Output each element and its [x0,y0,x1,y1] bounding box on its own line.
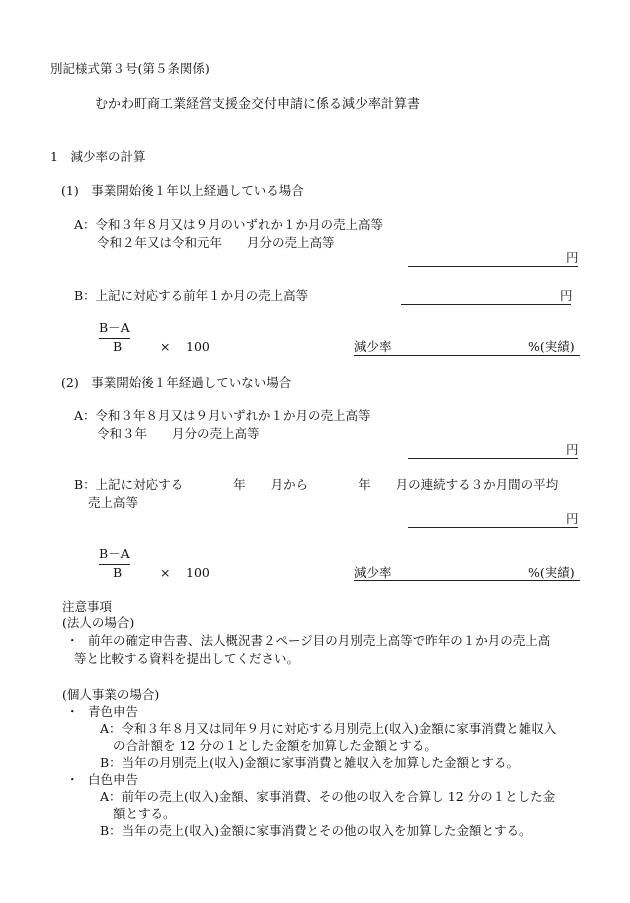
case1-rate-label: 減少率 [354,339,392,354]
case2-formula-100: 100 [186,565,210,580]
case1-formula-times: × [160,339,171,354]
notes-heading: 注意事項 [62,599,113,614]
case2-formula-denominator: B [113,565,123,580]
form-number: 別記様式第３号(第５条関係) [50,61,210,76]
case2-rate-field[interactable] [354,580,580,581]
case1-b-amount-field[interactable] [401,304,571,305]
case2-b-amount-field[interactable] [408,527,578,528]
case1-a-amount-field[interactable] [408,266,578,267]
case2-formula-times: × [160,565,171,580]
case2-rate-label: 減少率 [354,565,392,580]
section-heading: 1 減少率の計算 [50,149,146,164]
case1-formula-100: 100 [186,339,210,354]
notes-corp-line1: 前年の確定申告書、法人概況書２ページ目の月別売上高等で昨年の１か月の売上高 [88,633,551,648]
case1-a-yen: 円 [566,250,579,265]
case2-a-amount-field[interactable] [408,458,578,459]
notes-blue-heading: 青色申告 [88,704,139,719]
notes-blue-a2: の合計額を 12 分の１とした金額を加算した金額とする。 [113,738,437,753]
case1-a-line2: 令和２年又は令和元年 月分の売上高等 [97,235,335,250]
case1-rate-field[interactable] [354,355,580,356]
page-title: むかわ町商工業経営支援金交付申請に係る減少率計算書 [95,97,421,112]
notes-white-b: B：当年の売上(収入)金額に家事消費とその他の収入を加算した金額とする。 [100,823,532,838]
case1-rate-unit: %(実績) [528,339,575,354]
case2-b-line1: B：上記に対応する 年 月から 年 月の連続する３か月間の平均 [74,477,559,492]
case1-heading: (1) 事業開始後１年以上経過している場合 [61,183,304,198]
bullet-icon: ・ [66,772,79,787]
case2-b-line2: 売上高等 [88,495,139,510]
case2-a-line2: 令和３年 月分の売上高等 [97,426,260,441]
bullet-icon: ・ [66,704,79,719]
case1-formula-numerator: B－A [99,322,130,339]
case2-rate-unit: %(実績) [528,565,575,580]
bullet-icon: ・ [66,633,79,648]
notes-corp-line2: 等と比較する資料を提出してください。 [74,651,300,666]
case1-b-text: B：上記に対応する前年１か月の売上高等 [74,288,309,303]
notes-indiv-heading: (個人事業の場合) [62,687,160,702]
case1-formula-denominator: B [113,339,123,354]
notes-white-a2: 額とする。 [113,806,176,821]
notes-white-heading: 白色申告 [88,772,139,787]
case2-a-yen: 円 [566,442,579,457]
case2-heading: (2) 事業開始後１年経過していない場合 [61,375,292,390]
notes-white-a1: A：前年の売上(収入)金額、家事消費、その他の収入を合算し 12 分の１とした金 [100,789,556,804]
notes-blue-a1: A：令和３年８月又は同年９月に対応する月別売上(収入)金額に家事消費と雑収入 [100,721,557,736]
notes-corp-heading: (法人の場合) [62,615,135,630]
notes-blue-b: B：当年の月別売上(収入)金額に家事消費と雑収入を加算した金額とする。 [100,755,519,770]
case2-a-line1: A：令和３年８月又は９月いずれか１か月の売上高等 [74,408,371,423]
case2-b-yen: 円 [566,511,579,526]
case1-a-line1: A：令和３年８月又は９月のいずれか１か月の売上高等 [74,217,384,232]
case1-b-yen: 円 [560,288,573,303]
case2-formula-numerator: B－A [99,548,130,565]
